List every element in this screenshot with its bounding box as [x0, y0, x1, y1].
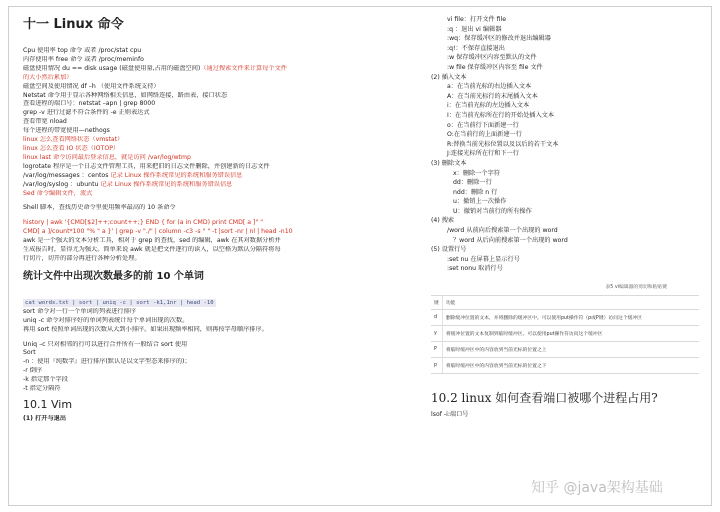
note-line [23, 47, 339, 56]
vim-heading: 10.1 Vim [23, 398, 73, 411]
uniq-note: Uniq –c 只对相邻的行可以进行合并所有一般结合 sort 使用 [23, 340, 188, 348]
table-header-cell: 键 [431, 296, 442, 310]
table-caption: 表5 vi编辑器的剪切和粘贴键 [605, 285, 667, 291]
vim-command-item: :q ：退出 vi 编辑器 [447, 25, 502, 33]
note-line [23, 172, 339, 181]
note-text: logrotate 程序是一个日志文件管理工具，用来把旧的日志文件删除，并创建新的日志文件 [23, 162, 270, 170]
document-page [8, 6, 712, 506]
note-text: 磁盘空间及使用情况 df –h （使用文件系统支持） [23, 82, 160, 90]
table-row [431, 326, 699, 342]
note-text: Cpu 使用率 top 命令 或者 /proc/stat cpu [23, 47, 142, 54]
vim-command-item: o：在当前行下面新建一行 [447, 121, 519, 129]
sort-explanation-3: 再用 sort 按照单词出现的次数从大到小排序。如果出现频率相同，则再按字母顺序排序。 [23, 325, 268, 333]
vim-command-item: :set nonu 取消行号 [447, 265, 503, 273]
note-line [23, 100, 339, 109]
vim-command-item: /word 从前向后搜索第一个出现的 word [447, 227, 558, 235]
note-line [23, 83, 339, 92]
table-key-cell: d [431, 310, 442, 326]
table-row [431, 310, 699, 326]
note-line [23, 56, 339, 65]
note-highlight: 记录 Linux 操作系统常见的系统和服务错误信息 [100, 180, 233, 188]
table-header-row [431, 296, 699, 310]
sort-explanation-2: uniq -c 命令对排序好的单词列表统计每个单词出现的次数。 [23, 316, 189, 324]
cut-paste-table [431, 295, 699, 374]
left-column [23, 17, 339, 506]
vim-command-item: :wq：保存缓冲区的修改并退出编辑器 [447, 35, 551, 43]
port-process-heading: 10.2 linux 如何查看端口被哪个进程占用? [431, 391, 658, 406]
vim-command-item: :w 保存缓冲区内容至默认的文件 [447, 54, 537, 62]
note-highlight: 记录 Linux 操作系统常见的系统和服务错误信息 [110, 171, 243, 179]
sort-option-t: -t 指定分隔符 [23, 385, 61, 393]
vim-command-item: ？word 从后向前搜索第一个出现的 word [453, 236, 568, 244]
note-highlight: linux 怎么查看 IO 状态（IOTOP） [23, 144, 120, 152]
vim-command-item: U：撤销对当前行的所有操作 [453, 207, 532, 215]
table-row [431, 358, 699, 374]
table-function-cell: 将临时缓冲区中的内容放到当前光标的位置之上 [442, 342, 699, 358]
sort-option-n: -n ：使用『纯数字』进行排序(默认是以文字型态来排序的)； [23, 358, 191, 366]
vim-section-label: (4) 搜索 [431, 217, 455, 225]
chapter-title: 十一 Linux 命令 [23, 17, 124, 32]
note-text: /var/log/syslog ：ubuntu [23, 180, 101, 188]
note-line [23, 154, 339, 163]
note-line [23, 163, 339, 172]
note-line [23, 65, 339, 74]
vim-command-item: :w file 保存缓冲区内容至 file 文件 [447, 63, 543, 71]
table-row [431, 342, 699, 358]
vim-section-label: (3) 删除文本 [431, 159, 467, 167]
note-line [23, 136, 339, 145]
history-command-line-2: CMD[ a ]/count*100 "% " a }' | grep -v "./" | column -c3 -s " " -t |sort -nr | nl | head -n10 [23, 228, 293, 236]
vim-command-list [431, 15, 707, 274]
vim-command-item: i：在当前光标的左边插入文本 [447, 102, 530, 110]
vim-open-exit: (1) 打开与退出 [23, 415, 67, 422]
table-key-cell: p [431, 358, 442, 374]
vim-section-label: (5) 设置行号 [431, 246, 467, 254]
note-text: /var/log/messages ：centos [23, 171, 111, 179]
vim-section-label: (2) 插入文本 [431, 73, 467, 81]
note-line [23, 145, 339, 154]
vim-command-item: :q!：不保存直接退出 [447, 44, 505, 52]
lsof-command: lsof -i:端口号 [431, 411, 469, 419]
note-highlight: linux 怎么查看网络状态（vmstat） [23, 136, 124, 144]
awk-description-2: 生成报告时，显得尤为强大。简单来说 awk 就是把文件逐行的读入，以空格为默认分隔符将每 [23, 246, 281, 254]
table-key-cell: y [431, 326, 442, 342]
table-function-cell: 删除缓冲位置的文本，并将删除的缓冲区中。可以使用put操作符（p或P键）访问这个缓冲区 [442, 310, 699, 326]
vim-command-item: O:在当前行的上面新建一行 [447, 131, 522, 139]
awk-description-1: awk 是一个强大的文本分析工具，相对于 grep 的查找，sed 的编辑，awk 在其对数据分析并 [23, 237, 281, 245]
note-highlight: （通过搜索文件来计算每个文件 [200, 64, 287, 72]
history-command-line-1: history | awk '{CMD[$2]++;count++;} END { for (a in CMD) print CMD[ a ]" " [23, 219, 264, 227]
table-function-cell: 将缓冲位置的文本复制到临时缓冲区。可以使用put操作符访问这个缓冲区 [442, 326, 699, 342]
note-text: 查看进程的端口号：netstat –apn | grep 8000 [23, 100, 156, 108]
note-line [23, 109, 339, 118]
note-text: 查看带宽 nload [23, 118, 67, 126]
vim-command-item: vi file：打开文件 file [447, 16, 507, 23]
awk-description-3: 行切片，切开的部分再进行各种分析处理。 [23, 254, 141, 262]
sort-option-k: -k 指定那个字段 [23, 376, 68, 384]
vim-command-item: J:连接光标所在行和下一行 [447, 150, 519, 158]
note-highlight: 的大小然后累加） [23, 73, 73, 81]
vim-command-item: a：在当前光标的右边插入文本 [447, 83, 532, 91]
vim-command-item: ndd：删除 n 行 [453, 188, 498, 196]
note-line [23, 127, 339, 136]
note-line [23, 190, 339, 199]
command-notes [23, 47, 339, 198]
note-text: grep -v 进行过滤不符合条件的 -e 正则表达式 [23, 109, 150, 117]
vim-command-item: u：撤销上一次操作 [453, 198, 507, 206]
note-line [23, 181, 339, 190]
note-line [23, 118, 339, 127]
vim-command-item: x：删除一个字符 [453, 169, 500, 177]
note-highlight: Sed 命令编辑文件，流式 [23, 189, 93, 197]
note-text: 磁盘使用情况 du == disk usage (磁盘使用量,占用的磁盘空间) [23, 64, 201, 72]
right-column [431, 15, 707, 506]
vim-command-item: :set nu 在屏幕上显示行号 [447, 255, 520, 263]
shell-intro: Shell 脚本，查找历史命令里使用频率最高的 10 条命令 [23, 204, 176, 212]
table-header-cell: 功能 [442, 296, 699, 310]
vim-command-item: I：在当前光标所在行的开始处插入文本 [447, 111, 555, 119]
note-text: 内存使用率 free 命令 或者 /proc/meminfo [23, 55, 144, 63]
note-line [23, 92, 339, 101]
note-highlight: linux last 命令访问最后登录信息，就是访问 /var/log/wtmp [23, 153, 191, 161]
vim-command-item: A：在当前光标行的末尾插入文本 [447, 92, 538, 100]
note-line [23, 74, 339, 83]
note-text: 每个进程的带宽使用—nethogs [23, 127, 110, 135]
sort-option-r: -r 倒序 [23, 367, 43, 375]
word-count-heading: 统计文件中出现次数最多的前 10 个单词 [23, 270, 204, 282]
word-count-code: cat words.txt | sort | uniq -c | sort -k1,1nr | head -10 [25, 299, 214, 306]
vim-command-item: dd：删除一行 [453, 179, 492, 187]
note-text: Netstat 命令用于显示各种网络相关信息，如网络连接，路由表，接口状态 [23, 91, 228, 99]
sort-explanation-1: sort 命令对一行一个单词的列表进行排序 [23, 307, 136, 315]
sort-label: Sort [23, 349, 36, 357]
table-function-cell: 将临时缓冲区中的内容放到当前光标的位置之下 [442, 358, 699, 374]
table-key-cell: P [431, 342, 442, 358]
watermark: 知乎 @java架构基础 [531, 480, 663, 496]
vim-command-item: R:替换当前光标位置以及以后的若干文本 [447, 140, 559, 148]
